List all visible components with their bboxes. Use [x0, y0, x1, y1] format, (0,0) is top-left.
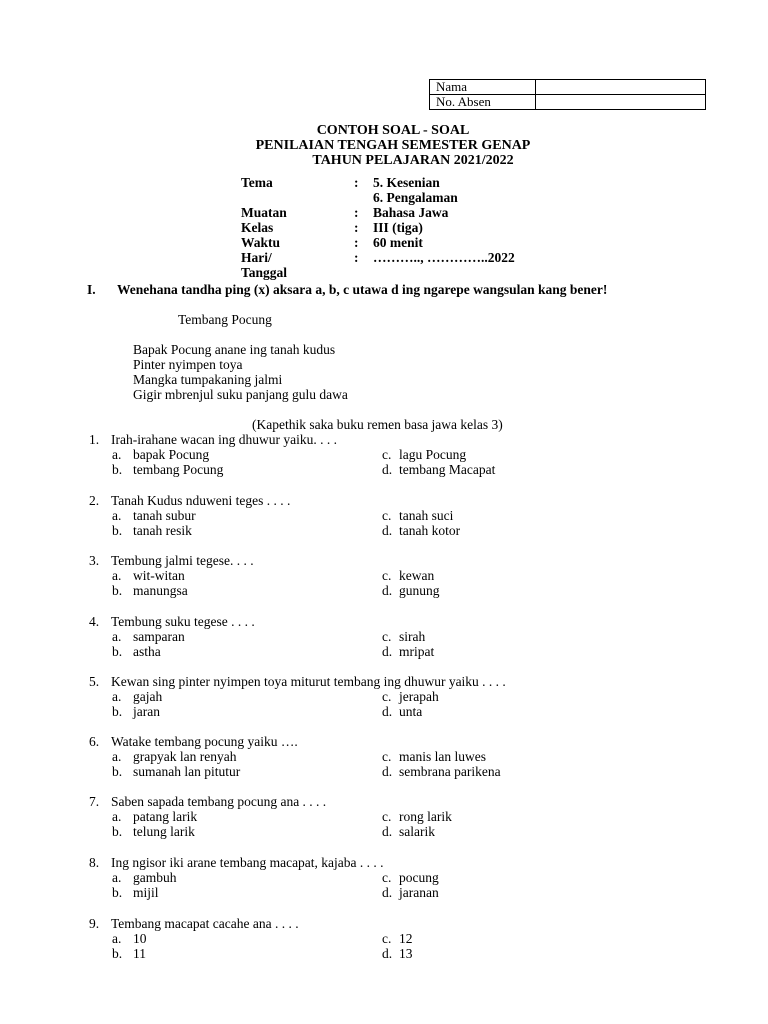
question-line: [89, 734, 729, 749]
question-number: 9.: [89, 916, 100, 931]
section-text: Wenehana tandha ping (x) aksara a, b, c utawa d ing ngarepe wangsulan kang bener!: [117, 282, 608, 297]
option-row: [89, 870, 729, 885]
question-8: [89, 855, 729, 900]
option-row: [89, 749, 729, 764]
question-line: [89, 553, 729, 568]
info-value: ……….., …………..2022: [373, 250, 515, 265]
info-value: 6. Pengalaman: [373, 190, 458, 205]
option-text: gambuh: [133, 870, 177, 885]
option-letter[interactable]: c.: [382, 931, 392, 946]
option-text: samparan: [133, 629, 185, 644]
question-5: [89, 674, 729, 719]
option-letter[interactable]: d.: [382, 644, 393, 659]
question-number: 3.: [89, 553, 100, 568]
question-text: Irah-irahane wacan ing dhuwur yaiku. . . .: [111, 432, 338, 447]
option-letter[interactable]: d.: [382, 764, 393, 779]
question-line: [89, 614, 729, 629]
info-value: 5. Kesenian: [373, 175, 440, 190]
title-line-1: CONTOH SOAL - SOAL: [316, 123, 470, 138]
poem-line: Mangka tumpakaning jalmi: [133, 372, 283, 387]
option-row: [89, 885, 729, 900]
question-text: Tembung suku tegese . . . .: [111, 614, 255, 629]
info-value: Bahasa Jawa: [373, 205, 449, 220]
title-line-3: TAHUN PELAJARAN 2021/2022: [312, 153, 514, 168]
option-row: [89, 508, 729, 523]
option-letter[interactable]: c.: [382, 508, 392, 523]
option-text: 12: [399, 931, 413, 946]
option-row: [89, 583, 729, 598]
question-number: 4.: [89, 614, 100, 629]
option-row: [89, 931, 729, 946]
question-number: 1.: [89, 432, 100, 447]
question-line: [89, 916, 729, 931]
info-value: 60 menit: [373, 235, 423, 250]
question-text: Ing ngisor iki arane tembang macapat, kajaba . . . .: [111, 855, 384, 870]
option-text: gajah: [133, 689, 163, 704]
option-letter[interactable]: c.: [382, 689, 392, 704]
option-row: [89, 946, 729, 961]
option-letter[interactable]: b.: [112, 764, 123, 779]
option-text: patang larik: [133, 809, 198, 824]
option-row: [89, 704, 729, 719]
option-text: lagu Pocung: [399, 447, 467, 462]
question-3: [89, 553, 729, 598]
option-letter[interactable]: d.: [382, 462, 393, 477]
question-line: [89, 855, 729, 870]
poem-line: Bapak Pocung anane ing tanah kudus: [133, 342, 336, 357]
option-letter[interactable]: a.: [112, 447, 122, 462]
option-row: [89, 462, 729, 477]
option-row: [89, 824, 729, 839]
option-text: 10: [133, 931, 147, 946]
option-text: jaran: [133, 704, 160, 719]
option-letter[interactable]: a.: [112, 629, 122, 644]
absen-label: No. Absen: [430, 95, 536, 110]
option-letter[interactable]: b.: [112, 824, 123, 839]
option-row: [89, 568, 729, 583]
info-colon: :: [354, 250, 359, 265]
poem-line: Pinter nyimpen toya: [133, 357, 243, 372]
option-row: [89, 447, 729, 462]
option-row: [89, 644, 729, 659]
option-text: bapak Pocung: [133, 447, 210, 462]
option-row: [89, 764, 729, 779]
option-letter[interactable]: b.: [112, 946, 123, 961]
question-7: [89, 794, 729, 839]
question-9: [89, 916, 729, 961]
question-4: [89, 614, 729, 659]
option-text: manis lan luwes: [399, 749, 486, 764]
option-letter[interactable]: a.: [112, 749, 122, 764]
option-letter[interactable]: a.: [112, 931, 122, 946]
option-letter[interactable]: d.: [382, 946, 393, 961]
poem-source: (Kapethik saka buku remen basa jawa kelas 3): [252, 417, 503, 432]
option-letter[interactable]: c.: [382, 447, 392, 462]
option-letter[interactable]: d.: [382, 704, 393, 719]
option-text: 11: [133, 946, 146, 961]
option-text: sembrana parikena: [399, 764, 501, 779]
option-text: kewan: [399, 568, 435, 583]
option-text: jerapah: [399, 689, 439, 704]
option-text: salarik: [399, 824, 435, 839]
option-text: tanah suci: [399, 508, 454, 523]
option-text: astha: [133, 644, 161, 659]
option-letter[interactable]: a.: [112, 689, 122, 704]
option-letter[interactable]: a.: [112, 809, 122, 824]
info-colon: :: [354, 205, 359, 220]
option-text: sirah: [399, 629, 426, 644]
option-letter[interactable]: d.: [382, 824, 393, 839]
info-colon: :: [354, 235, 359, 250]
option-text: manungsa: [133, 583, 188, 598]
option-letter[interactable]: c.: [382, 870, 392, 885]
question-text: Watake tembang pocung yaiku ….: [111, 734, 298, 749]
option-text: tanah kotor: [399, 523, 461, 538]
name-field[interactable]: [536, 80, 706, 95]
question-6: [89, 734, 729, 779]
option-letter[interactable]: c.: [382, 568, 392, 583]
question-line: [89, 794, 729, 809]
identity-box: [429, 79, 706, 110]
option-text: rong larik: [399, 809, 452, 824]
option-letter[interactable]: c.: [382, 629, 392, 644]
poem: [133, 342, 348, 402]
info-colon: :: [354, 175, 359, 190]
question-text: Tanah Kudus nduweni teges . . . .: [111, 493, 291, 508]
question-1: [89, 432, 729, 477]
name-label: Nama: [430, 80, 536, 95]
question-text: Tembung jalmi tegese. . . .: [111, 553, 254, 568]
option-text: telung larik: [133, 824, 195, 839]
option-letter[interactable]: d.: [382, 523, 393, 538]
option-letter[interactable]: c.: [382, 749, 392, 764]
option-letter[interactable]: a.: [112, 568, 122, 583]
question-number: 8.: [89, 855, 100, 870]
title-line-2: PENILAIAN TENGAH SEMESTER GENAP: [255, 138, 531, 153]
option-letter[interactable]: b.: [112, 462, 123, 477]
option-text: pocung: [399, 870, 439, 885]
question-line: [89, 674, 729, 689]
info-key: Waktu: [241, 235, 281, 250]
option-text: gunung: [399, 583, 440, 598]
option-letter[interactable]: b.: [112, 644, 123, 659]
question-number: 2.: [89, 493, 100, 508]
option-text: mripat: [399, 644, 435, 659]
option-letter[interactable]: d.: [382, 885, 393, 900]
info-key: Tema: [241, 175, 273, 190]
question-number: 7.: [89, 794, 100, 809]
option-text: jaranan: [399, 885, 439, 900]
option-row: [89, 629, 729, 644]
question-text: Saben sapada tembang pocung ana . . . .: [111, 794, 327, 809]
option-text: mijil: [133, 885, 159, 900]
info-key: Hari/ Tanggal: [241, 250, 288, 280]
option-letter[interactable]: b.: [112, 583, 123, 598]
option-letter[interactable]: b.: [112, 523, 123, 538]
option-letter[interactable]: a.: [112, 508, 122, 523]
option-letter[interactable]: b.: [112, 885, 123, 900]
option-row: [89, 689, 729, 704]
option-text: unta: [399, 704, 423, 719]
section-number: I.: [87, 282, 96, 297]
info-value: III (tiga): [373, 220, 423, 235]
option-row: [89, 809, 729, 824]
option-text: tanah subur: [133, 508, 196, 523]
option-letter[interactable]: c.: [382, 809, 392, 824]
option-text: grapyak lan renyah: [133, 749, 237, 764]
question-text: Tembang macapat cacahe ana . . . .: [111, 916, 299, 931]
question-number: 5.: [89, 674, 100, 689]
option-letter[interactable]: d.: [382, 583, 393, 598]
question-line: [89, 432, 729, 447]
info-key: Muatan: [241, 205, 287, 220]
option-text: tanah resik: [133, 523, 192, 538]
question-text: Kewan sing pinter nyimpen toya miturut tembang ing dhuwur yaiku . . . .: [111, 674, 506, 689]
option-text: tembang Pocung: [133, 462, 224, 477]
option-row: [89, 523, 729, 538]
question-2: [89, 493, 729, 538]
option-text: tembang Macapat: [399, 462, 496, 477]
question-line: [89, 493, 729, 508]
poem-line: Gigir mbrenjul suku panjang gulu dawa: [133, 387, 348, 402]
question-number: 6.: [89, 734, 100, 749]
option-letter[interactable]: b.: [112, 704, 123, 719]
info-colon: :: [354, 220, 359, 235]
option-text: 13: [399, 946, 413, 961]
absen-field[interactable]: [536, 95, 706, 110]
info-key: Kelas: [241, 220, 274, 235]
option-text: wit-witan: [133, 568, 185, 583]
option-text: sumanah lan pitutur: [133, 764, 241, 779]
option-letter[interactable]: a.: [112, 870, 122, 885]
poem-title: Tembang Pocung: [178, 312, 272, 327]
